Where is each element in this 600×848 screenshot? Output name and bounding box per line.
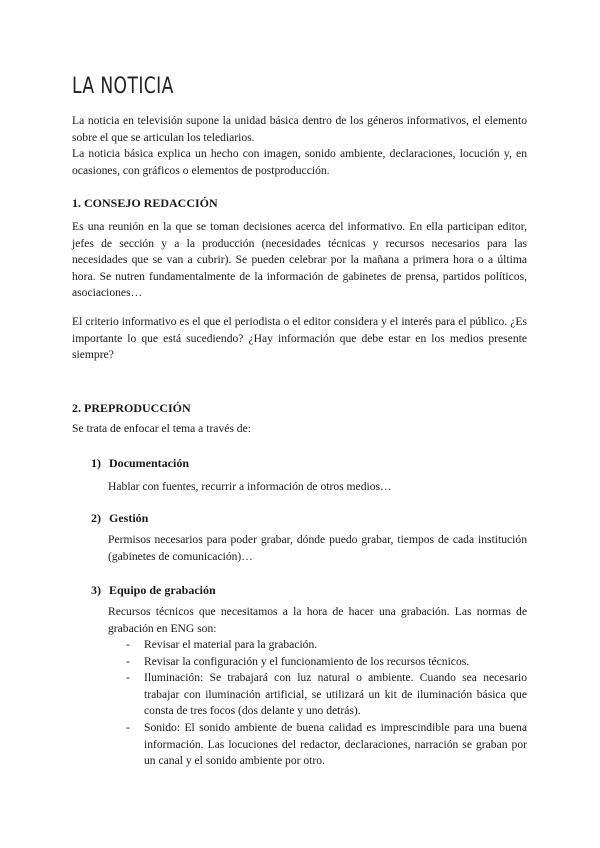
subsection-number: 2) [91, 511, 101, 525]
recording-rules-list [126, 637, 527, 770]
list-item: - Revisar el material para la grabación. [126, 637, 527, 654]
subsection-gestion-text: Permisos necesarios para poder grabar, dónde puedo grabar, tiempos de cada institución (gabinetes de comunicación)… [108, 533, 527, 563]
subsection-title: Equipo de grabación [109, 583, 216, 597]
subsection-gestion-heading [91, 511, 148, 526]
subsection-number: 1) [91, 456, 101, 470]
subsection-title: Gestión [109, 511, 149, 525]
list-item: - Sonido: El sonido ambiente de buena calidad es imprescindible para una buena información. Las locuciones del redactor, declaraciones, narración se graban por un canal y el sonido ambiente por otro. [126, 720, 527, 770]
intro-paragraph-1: La noticia en televisión supone la unidad básica dentro de los géneros informativos, el elemento sobre el que se articulan los telediarios. [72, 114, 527, 144]
subsection-number: 3) [91, 583, 101, 597]
subsection-equipo-heading [91, 583, 216, 598]
page-title: LA NOTICIA [72, 74, 174, 99]
section-2-intro: Se trata de enfocar el tema a través de: [72, 422, 251, 435]
subsection-documentacion-heading [91, 456, 189, 471]
section-1-heading: 1. CONSEJO REDACCIÓN [72, 196, 218, 210]
section-1-paragraph-2: El criterio informativo es el que el periodista o el editor considera y el interés para el público. ¿Es importante lo que está sucediendo? ¿Hay información que debe estar en los medios presente siempre? [72, 315, 527, 362]
intro-paragraph-2: La noticia básica explica un hecho con imagen, sonido ambiente, declaraciones, locución y, en ocasiones, con gráficos o elementos de postproducción. [72, 147, 527, 177]
list-item: - Revisar la configuración y el funcionamiento de los recursos técnicos. [126, 654, 527, 671]
list-item: - Iluminación: Se trabajará con luz natural o ambiente. Cuando sea necesario trabajar con iluminación artificial, se utilizará un kit de iluminación básica que consta de tres focos (dos delante y uno detrás). [126, 670, 527, 720]
subsection-equipo-text: Recursos técnicos que necesitamos a la hora de hacer una grabación. Las normas de grabación en ENG son: [108, 605, 527, 635]
subsection-title: Documentación [109, 456, 189, 470]
subsection-documentacion-text: Hablar con fuentes, recurrir a información de otros medios… [108, 480, 392, 493]
section-2-heading: 2. PREPRODUCCIÓN [72, 401, 191, 415]
section-1-paragraph-1: Es una reunión en la que se toman decisiones acerca del informativo. En ella participan editor, jefes de sección y a la producción (necesidades técnicas y recursos necesarios para las necesidades que se van a cubrir). Se pueden celebrar por la mañana a primera hora o a última hora. Se nutren fundamentalmente de la información de gabinetes de prensa, partidos políticos, asociaciones… [72, 220, 527, 300]
